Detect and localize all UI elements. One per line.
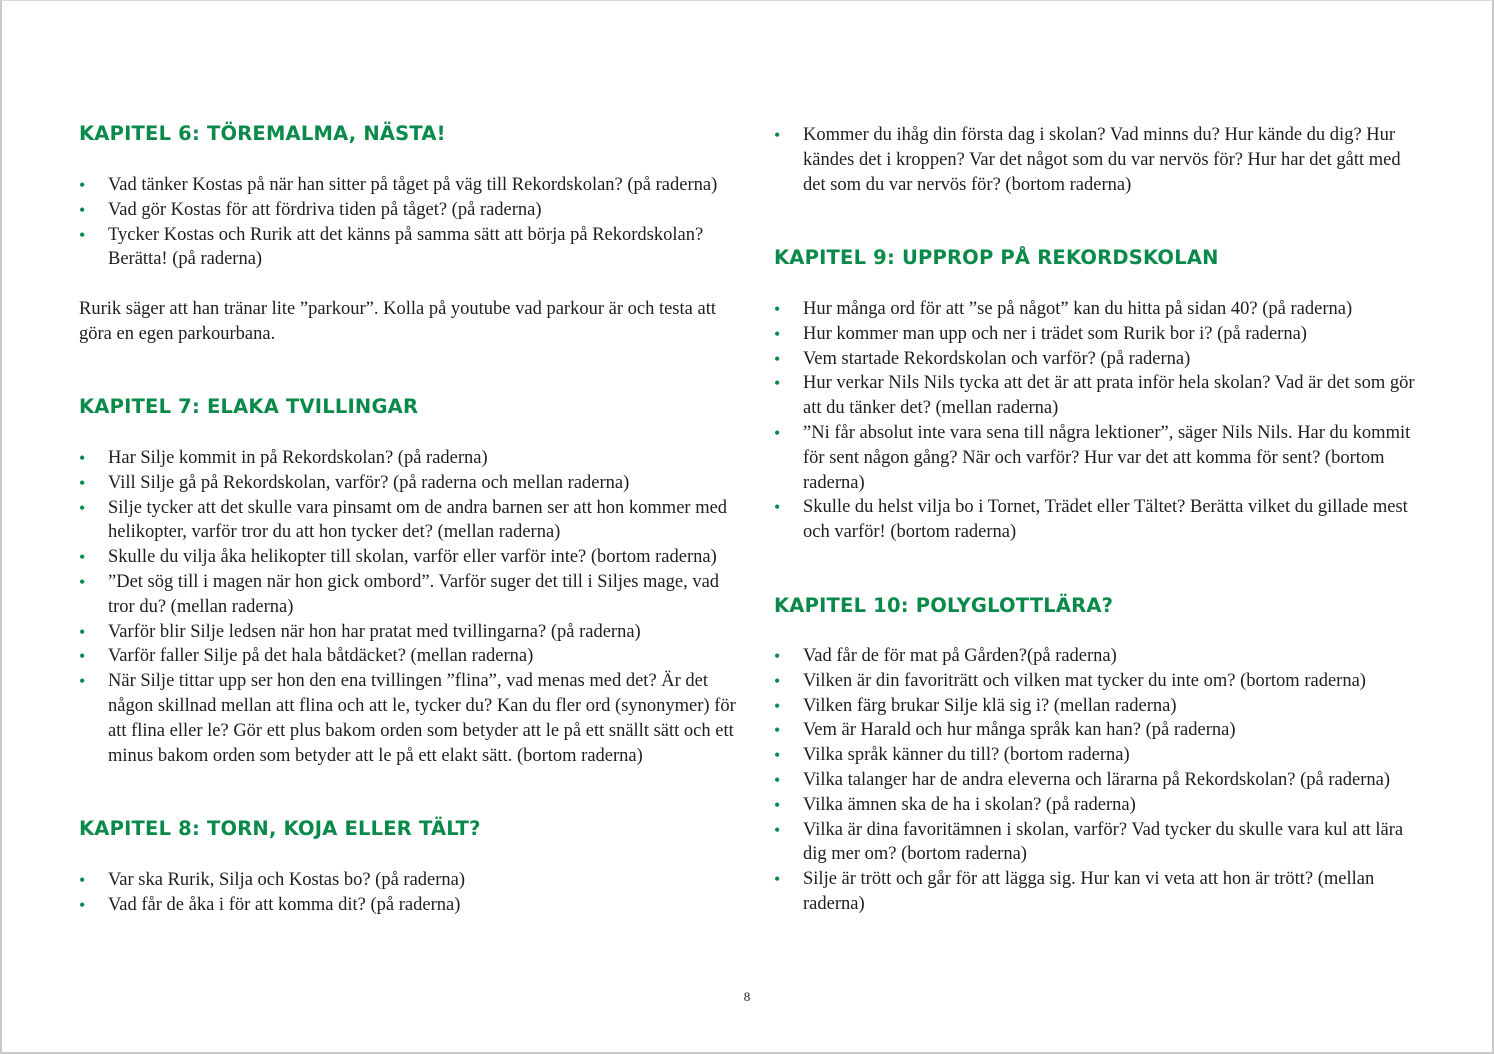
list-item: • Kommer du ihåg din första dag i skolan? Vad minns du? Hur kände du dig? Hur kändes det i kroppen? Var det något som du var nervös för? Hur har det gått med det som du var nervös för? (bortom raderna) [774, 125, 1401, 195]
list-item: • Hur kommer man upp och ner i trädet som Rurik bor i? (på raderna) [774, 322, 1424, 347]
chapter-6-heading: KAPITEL 6: TÖREMALMA, NÄSTA! [79, 122, 446, 145]
bullet-icon: • [79, 497, 86, 518]
list-item: • Vem är Harald och hur många språk kan han? (på raderna) [774, 718, 1424, 743]
list-item: • Vad tänker Kostas på när han sitter på tåget på väg till Rekordskolan? (på raderna) [79, 173, 739, 198]
chapter-7-questions [79, 446, 739, 768]
list-item: • När Silje tittar upp ser hon den ena tvillingen ”flina”, vad menas med det? Är det någon skillnad mellan att flina och att le, tycker du? Kan du fler ord (synonymer) för att flina eller le? Gör ett plus bakom orden som betyder att le på ett snällt sätt och ett minus bakom orden som betyder att le på ett elakt sätt. (bortom raderna) [79, 671, 736, 766]
chapter-6-paragraph [79, 297, 739, 347]
list-item: • Vem startade Rekordskolan och varför? (på raderna) [774, 347, 1424, 372]
chapter-8-section [79, 817, 739, 841]
bullet-icon: • [774, 646, 781, 666]
chapter-7-heading: KAPITEL 7: ELAKA TVILLINGAR [79, 395, 419, 418]
bullet-icon: • [79, 894, 86, 915]
bullet-icon: • [79, 571, 86, 592]
chapter-10-questions [774, 644, 1424, 917]
list-item: • Varför blir Silje ledsen när hon har pratat med tvillingarna? (på raderna) [79, 620, 739, 645]
list-item: • Silje är trött och går för att lägga sig. Hur kan vi veta att hon är trött? (mellan raderna) [774, 869, 1375, 914]
bullet-icon: • [774, 794, 781, 815]
chapter-6-questions [79, 173, 739, 272]
bullet-icon: • [774, 670, 781, 691]
chapter-7-section [79, 395, 739, 419]
bullet-icon: • [79, 448, 86, 468]
list-item: • Vilka ämnen ska de ha i skolan? (på raderna) [774, 793, 1424, 818]
chapter-9-heading: KAPITEL 9: UPPROP PÅ REKORDSKOLAN [774, 246, 1219, 269]
bullet-icon: • [79, 671, 86, 692]
list-item: • Skulle du vilja åka helikopter till skolan, varför eller varför inte? (bortom raderna) [79, 545, 739, 570]
chapter-8-questions [79, 868, 739, 918]
list-item: • Skulle du helst vilja bo i Tornet, Trädet eller Tältet? Berätta vilket du gillade mest och varför! (bortom raderna) [774, 497, 1408, 543]
bullet-icon: • [79, 472, 86, 493]
list-item: • Tycker Kostas och Rurik att det känns på samma sätt att börja på Rekordskolan? Berätta! (på raderna) [79, 224, 704, 270]
chapter-10-heading: KAPITEL 10: POLYGLOTTLÄRA? [774, 594, 1114, 617]
bullet-icon: • [774, 769, 781, 790]
list-item: • Hur verkar Nils Nils tycka att det är att prata inför hela skolan? Vad är det som gör att du tänker det? (mellan raderna) [774, 373, 1415, 419]
bullet-icon: • [79, 224, 86, 245]
chapter-10-section [774, 594, 1424, 618]
bullet-icon: • [79, 199, 86, 220]
list-item: • Vilken är din favoriträtt och vilken mat tycker du inte om? (bortom raderna) [774, 669, 1424, 694]
list-item: • Vilka talanger har de andra eleverna och lärarna på Rekordskolan? (på raderna) [774, 768, 1424, 793]
chapter-8-continued-questions [774, 123, 1424, 197]
chapter-6-section [79, 122, 739, 146]
bullet-icon: • [774, 299, 781, 319]
bullet-icon: • [79, 646, 86, 667]
list-item: • Vad gör Kostas för att fördriva tiden på tåget? (på raderna) [79, 198, 739, 223]
bullet-icon: • [774, 422, 781, 443]
chapter-8-heading: KAPITEL 8: TORN, KOJA ELLER TÄLT? [79, 817, 481, 840]
list-item: • Vilken färg brukar Silje klä sig i? (mellan raderna) [774, 694, 1424, 719]
list-item: • Vilka språk känner du till? (bortom raderna) [774, 743, 1424, 768]
parkour-paragraph: Rurik säger att han tränar lite ”parkour”. Kolla på youtube vad parkour är och testa att göra en egen parkourbana. [79, 299, 716, 344]
bullet-icon: • [79, 621, 86, 642]
bullet-icon: • [774, 819, 781, 840]
bullet-icon: • [79, 547, 86, 568]
list-item: • Var ska Rurik, Silja och Kostas bo? (på raderna) [79, 868, 739, 893]
list-item: • Vill Silje gå på Rekordskolan, varför? (på raderna och mellan raderna) [79, 471, 739, 496]
chapter-9-questions [774, 297, 1424, 545]
bullet-icon: • [79, 870, 86, 890]
bullet-icon: • [774, 125, 781, 145]
list-item: • ”Ni får absolut inte vara sena till några lektioner”, säger Nils Nils. Har du kommit för sent någon gång? När och varför? Hur var det att komma för sent? (bortom raderna) [774, 422, 1411, 493]
bullet-icon: • [774, 373, 781, 394]
page-number: 8 [743, 989, 751, 1004]
list-item: • Vad får de för mat på Gården?(på raderna) [774, 644, 1424, 669]
list-item: • Hur många ord för att ”se på något” kan du hitta på sidan 40? (på raderna) [774, 297, 1424, 322]
chapter-9-section [774, 246, 1424, 270]
list-item: • Vilka är dina favoritämnen i skolan, varför? Vad tycker du skulle vara kul att lära dig mer om? (bortom raderna) [774, 819, 1404, 865]
list-item: • Vad får de åka i för att komma dit? (på raderna) [79, 893, 739, 918]
list-item: • Varför faller Silje på det hala båtdäcket? (mellan raderna) [79, 644, 739, 669]
bullet-icon: • [774, 745, 781, 766]
bullet-icon: • [79, 175, 86, 195]
bullet-icon: • [774, 348, 781, 369]
bullet-icon: • [774, 323, 781, 344]
bullet-icon: • [774, 720, 781, 741]
bullet-icon: • [774, 695, 781, 716]
list-item: • Har Silje kommit in på Rekordskolan? (på raderna) [79, 446, 739, 471]
list-item: • ”Det sög till i magen när hon gick ombord”. Varför suger det till i Siljes mage, vad tror du? (mellan raderna) [79, 571, 720, 617]
bullet-icon: • [774, 869, 781, 890]
list-item: • Silje tycker att det skulle vara pinsamt om de andra barnen ser att hon kommer med helikopter, varför tror du att hon tycker det? (mellan raderna) [79, 497, 728, 543]
bullet-icon: • [774, 497, 781, 518]
